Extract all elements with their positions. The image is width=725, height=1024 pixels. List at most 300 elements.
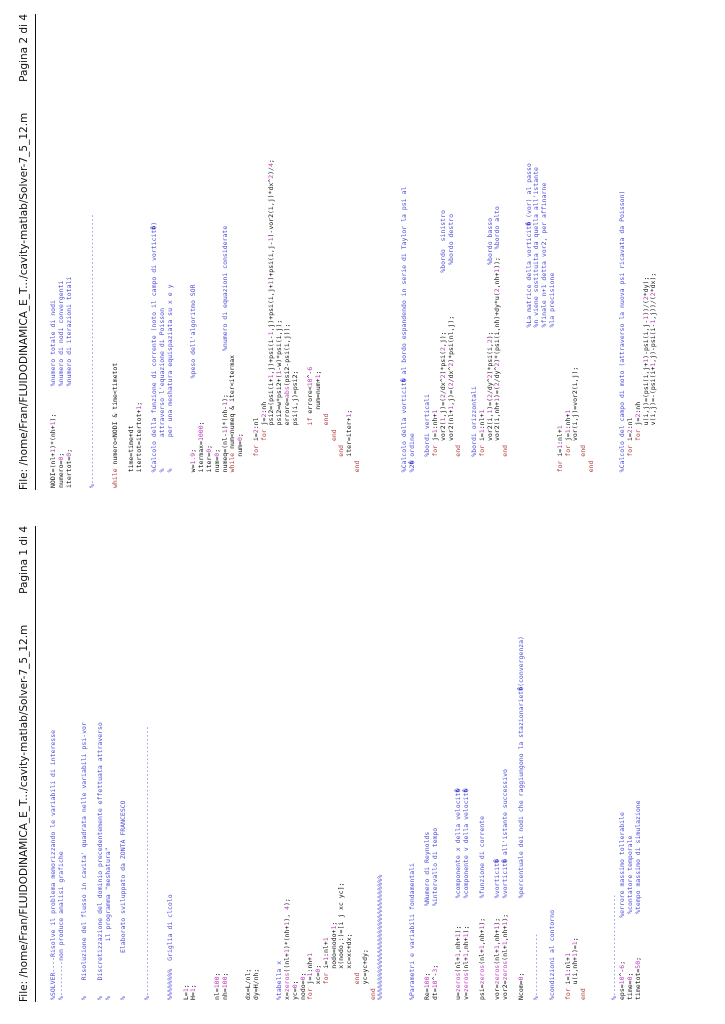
code-token: ,nh+ [454,937,463,954]
code-token: 1 [321,937,330,942]
code-line [370,10,378,488]
code-token: for [633,429,642,442]
code-token: ; [220,972,229,977]
code-token: w= [189,464,198,488]
code-token: zeros [477,964,486,985]
code-token: ; [267,159,276,164]
code-token: j= [431,433,440,445]
code-line [572,10,580,488]
code-token: 1.9 [189,452,198,465]
code-token: end [579,988,588,1000]
code-token: ; [189,378,198,453]
code-token: 2 [438,347,447,351]
code-token: 1 [306,972,315,977]
code-token [431,457,439,488]
code-token: 1 [641,315,650,320]
code-token: 1 [563,409,572,414]
code-token: L= [181,992,190,1000]
code-token: i= [563,976,572,989]
code-line [635,522,643,1000]
code-token: 1 [314,374,323,379]
code-token: j= [563,433,572,445]
code-token: %SOLVER----Risolve il problema memorizzando le variabili di interesse [49,729,57,1000]
code-token: 1 [571,941,580,946]
code-token: ,j)=( [446,386,455,406]
code-token: ; [298,972,307,977]
code-line [572,522,580,1000]
code-token: 1 [321,956,330,961]
code-token: vor2(i,nh+ [493,401,502,488]
code-token: while [111,468,120,488]
code-token: %--------------------------------------------------------------------- [87,214,96,488]
code-line [354,522,362,1000]
code-line [198,522,206,1000]
code-token: end [353,460,362,473]
code-token: u= [454,992,463,1000]
code-token [353,984,361,1000]
code-token: timetot= [633,968,642,1000]
code-line [432,522,440,1000]
code-line [455,10,463,488]
file-path-label: File: /home/Fran/FLUIDODINAMICA_E_T.../cavity-matlab/Solver-7_5_12.m [18,624,30,1002]
code-token: 1 [134,405,143,410]
code-line [549,10,557,488]
code-token: 1 [275,370,284,375]
code-token: 1 [454,933,463,938]
code-token: ); [454,898,463,934]
code-token: 0 [516,976,525,981]
code-token: nl= [212,988,221,1000]
code-token: %bordo alto [493,206,502,250]
code-token: num=num+ [314,378,323,488]
code-token: ,nh+ [462,937,471,954]
file-path-label: File: /home/Fran/FLUIDODINAMICA_E_T.../cavity-matlab/Solver-7_5_12.m [18,112,30,490]
code-token: :nl+ [563,956,572,973]
code-token: :nh [633,401,642,414]
code-token: 2 [493,382,502,387]
code-token [564,457,572,488]
code-token: :nh+ [431,413,440,430]
code-token: %numero di nodi convergenti [56,280,65,387]
code-token: nodo=nodo+ [329,929,338,1000]
code-line [167,10,175,488]
code-token: 10 [618,976,627,985]
code-token: 1 [446,405,455,410]
code-line [588,10,596,488]
code-token: %intervallo di tempo [431,827,440,907]
code-token: vor2(i, [485,413,494,488]
code-token: 1 [267,280,276,285]
code-token: % attraverso l'equazione di Poisson [158,307,167,488]
code-token: ^- [306,370,315,379]
code-token: )=( [485,397,494,410]
code-token: ,j)+psi(i,j+ [267,284,276,332]
code-token: ; [236,433,245,438]
code-token: 4 [282,906,291,910]
code-token: )+psi(i,j- [267,241,276,281]
code-token: ; [204,444,213,449]
code-token: 1 [267,331,276,336]
code-token: 0 [290,984,299,989]
code-token: %bordi orizzontali [470,386,479,488]
code-token: Ncom= [516,980,525,1000]
code-token: 50 [633,960,642,969]
code-token: 1 [431,409,440,414]
code-token: zeros [493,964,502,985]
code-token: %---------non produce analisi grafiche [56,851,65,1000]
code-token: errore= [282,397,291,488]
code-token: %--------------------------------------------------------------------- [142,726,151,1000]
code-token [322,984,330,1000]
code-token: %bordo basso [485,217,494,265]
code-token: /dy^ [493,366,502,383]
code-token: 1 [485,409,494,414]
code-token: 1 [329,925,338,930]
code-token: ,j)+psi(i- [267,335,276,375]
code-token: psi= [477,984,486,1000]
code-token: %%%%%%%% Griglia di clcolo [165,894,174,1000]
code-line [66,522,74,1000]
code-token [322,425,330,488]
code-line [97,10,105,488]
code-token: %funzione di corrente [477,816,486,899]
code-line [144,522,152,1000]
code-token: 100 [220,976,229,989]
code-token: for [625,444,634,457]
code-token: ; [423,906,432,977]
code-token: ); [462,898,471,934]
code-token: %la precisione [548,272,556,488]
code-line [229,522,237,1000]
code-token: 1 [282,949,291,954]
code-token: 1 [641,358,650,363]
code-token: for [259,429,268,442]
code-token: ; [212,448,221,453]
code-token [337,457,345,488]
code-token: end [579,444,588,457]
code-token: 4 [267,163,276,168]
code-token: zeros [282,972,291,993]
code-token: ^- [431,972,440,981]
code-token: vor2(nl+ [446,409,455,488]
code-token: v= [462,992,471,1000]
code-token: %finale n+1 detta vor2, per affinarne [540,182,549,488]
code-token: end [329,429,338,442]
code-token: 1 [282,921,291,926]
code-listing [50,10,658,488]
code-token: vor= [493,984,502,1000]
code-token: %Calcolo della funzione di corrente (noto il campo di vorticit�) [150,221,159,488]
code-token [501,457,509,488]
code-line [206,522,214,1000]
code-token: 2 [493,288,502,293]
code-token: ); [485,264,494,340]
code-token: %n viene sostituita da quella all'istante [532,167,541,488]
code-token: (psi2-psi(i,j)); [282,323,291,387]
code-line [479,522,487,1000]
code-token: 1 [454,953,463,957]
code-line [596,522,604,1000]
code-token: 0 [204,448,213,453]
code-token: ); [493,898,502,926]
code-token: )); [493,249,502,269]
code-token: %condizioni al contorno [548,909,556,1000]
code-token: H= [189,992,198,1000]
code-token: for [431,444,440,457]
code-token: 1 [477,409,486,414]
code-line [183,522,191,1000]
code-token: )-psi(i,j- [641,319,650,359]
code-token: 2 [485,374,494,379]
code-token: %Parametri e variabili fondamentali [407,863,416,1000]
code-token: 0 [314,968,323,973]
code-token: 1 [563,953,572,957]
code-token: end [454,444,463,457]
code-line [292,10,300,488]
code-token: 3 [431,968,440,973]
code-token: 0 [56,456,65,461]
code-token: 1 [563,972,572,977]
code-line [253,522,261,1000]
code-token: :nh+ [563,413,572,430]
code-token: zeros [462,972,471,993]
page-number-label: Pagina 1 di 4 [18,526,30,594]
code-token: 10 [306,378,315,387]
code-line [393,522,401,1000]
code-token: 1 [431,429,440,434]
code-token: abs [282,386,291,398]
code-token: ,j); [438,272,447,348]
code-token: 0 [236,437,245,442]
code-token: 1 [477,429,486,434]
code-token: ; [314,964,323,969]
code-token: for [563,444,572,457]
code-token: num= [212,456,221,488]
code-line [440,522,448,1000]
code-token: -w)*psi(i,j); [275,319,284,371]
code-line [354,10,362,488]
code-line [588,522,596,1000]
code-token: i= [555,448,564,461]
code-token: (nl+ [454,956,463,973]
code-token: vor2= [501,980,510,1000]
code-line [167,522,175,1000]
code-token: 1 [220,401,229,406]
code-token: yc= [290,988,299,1000]
code-token: %numero di equazioni considerate [220,225,229,351]
code-token: 2 [485,394,494,398]
code-line [292,522,300,1000]
code-token: %bordo destro [446,214,455,265]
code-token: i= [625,433,634,445]
code-token: ; [431,906,440,969]
code-token: 1 [571,953,580,957]
code-token: ((nl+ [282,953,291,973]
code-line [58,522,66,1000]
code-token: 2 [493,362,502,367]
code-token: :nh [259,401,268,414]
code-token: end [501,444,510,457]
code-token: :nh+ [306,956,315,973]
code-line [245,522,253,1000]
code-token: %numero totale di nodi [49,300,57,387]
code-token: j= [306,976,315,989]
page-number-label: Pagina 2 di 4 [18,14,30,82]
code-token: ; [314,370,323,375]
code-token: ); [49,386,57,422]
code-line [300,522,308,1000]
code-token: x(nodo,:)=[i j xc yc]; [337,882,346,1000]
code-token: 1 [267,237,276,242]
code-token: /dy^ [485,378,494,395]
code-token: )*(psi(i,nh)+dy*u( [493,292,502,363]
code-token: NODI=(nl+ [49,452,57,488]
code-token: 0 [212,452,221,457]
code-token: ; [516,898,525,977]
code-token: 1 [501,941,510,946]
code-token: %contatore temporale [625,835,634,914]
code-line [463,522,471,1000]
code-line [409,10,417,488]
code-token: ; [571,937,580,942]
code-line [338,522,346,1000]
code-token: end [321,413,330,426]
code-line [120,10,128,488]
code-token: j= [259,417,268,430]
code-line [261,522,269,1000]
code-token: ^- [618,968,627,977]
code-token: 6 [618,964,627,969]
code-token: nh= [220,988,229,1000]
code-token: 0 [64,452,73,457]
code-line [120,522,128,1000]
code-token: x= [282,992,291,1000]
code-token: j= [633,417,642,430]
code-token: %tempo massimo di simulazione [633,800,642,914]
code-token: 2 [259,413,268,418]
code-line [494,10,502,488]
code-line [346,522,354,1000]
code-token: ; [189,984,198,989]
code-token: 100 [212,976,221,989]
code-token: 1 [649,362,658,367]
code-line [619,10,627,488]
code-line [518,522,526,1000]
code-token: %vorticit� all'istante successivo [501,769,510,899]
code-token: 2 [267,174,276,179]
code-token: 2 [485,339,494,344]
code-token: :nl+ [321,941,330,957]
code-token: ; [56,386,65,457]
code-token: 1 [49,448,57,453]
code-line [377,522,385,1000]
code-line [190,522,198,1000]
code-line [580,522,588,1000]
code-token: time=time+dt [126,425,135,488]
code-line [323,10,331,488]
code-token: 1 [345,413,354,418]
code-line [151,522,159,1000]
code-token: Re= [423,988,432,1000]
code-token: )*(nh+ [49,425,57,449]
code-token: 2 [633,413,642,418]
code-token: %vorticit� [493,859,502,899]
code-token: % per una meshatura equispaziata su x e y [165,284,174,488]
code-token: zeros [454,972,463,993]
code-line [385,10,393,488]
code-token: ); [282,898,291,907]
code-token: for [563,988,572,1000]
code-token: )=( [493,386,502,398]
code-token: u(i,nh+ [571,956,580,1000]
code-token: %componente v della velocit� [462,788,471,899]
code-token: num<numeq & iter<itermax [228,354,237,453]
code-token: %errore massimo tollerabile [618,812,627,918]
code-token: %componente x della velocit� [454,788,463,899]
code-token: %La matrice della vorticit� (vor) al passo [524,163,533,488]
code-token: *dy); [641,276,650,297]
code-token: :nl [251,417,260,430]
code-token: v(i,j)=-(psi(i+ [649,366,658,488]
code-token: vor2( [438,421,447,488]
code-line [315,522,323,1000]
code-token: end [586,460,595,473]
code-line [385,522,393,1000]
code-line [268,522,276,1000]
code-token: yc=yc+dy; [360,949,369,1000]
code-token: xc=xc+dx; [345,933,354,1000]
code-token: i= [477,433,486,445]
code-line [214,522,222,1000]
code-line [596,10,604,488]
code-token: %-------------------------- [610,894,619,1000]
code-token [478,457,486,488]
code-token [579,457,587,488]
code-token: ,nh+ [493,272,502,289]
code-token: 2 [649,292,658,297]
code-token: 1 [49,421,57,426]
code-line [237,10,245,488]
code-token: 1 [555,425,564,430]
code-token [228,472,236,488]
code-token: ; [329,921,338,926]
code-token: )/ [267,167,276,175]
code-token: )*(nh- [220,405,229,430]
code-line [533,522,541,1000]
code-token: 1 [438,417,447,422]
code-token: itertot=itertot+ [134,409,143,488]
code-line [409,522,417,1000]
code-token: vor(i,j)=vor2(i,j); [571,366,580,488]
code-token: )-vor2(i,j)*dx^ [267,178,276,238]
code-listing [50,522,643,1000]
code-token: ,nh+ [493,929,502,946]
code-line [237,522,245,1000]
code-line [206,10,214,488]
code-token: :nl+ [477,413,486,430]
code-token: (nl+ [477,949,486,965]
code-token: dy=H/nh; [251,968,260,1000]
code-token: 1 [493,268,502,273]
code-line [377,10,385,488]
code-token: %numero di iterazioni totali [64,276,73,387]
code-token: ); [501,898,510,922]
code-token [626,457,634,488]
code-token: ,nh+ [477,929,486,946]
code-token: end [337,444,346,457]
code-token: 1 [501,921,510,926]
code-line [66,10,74,488]
